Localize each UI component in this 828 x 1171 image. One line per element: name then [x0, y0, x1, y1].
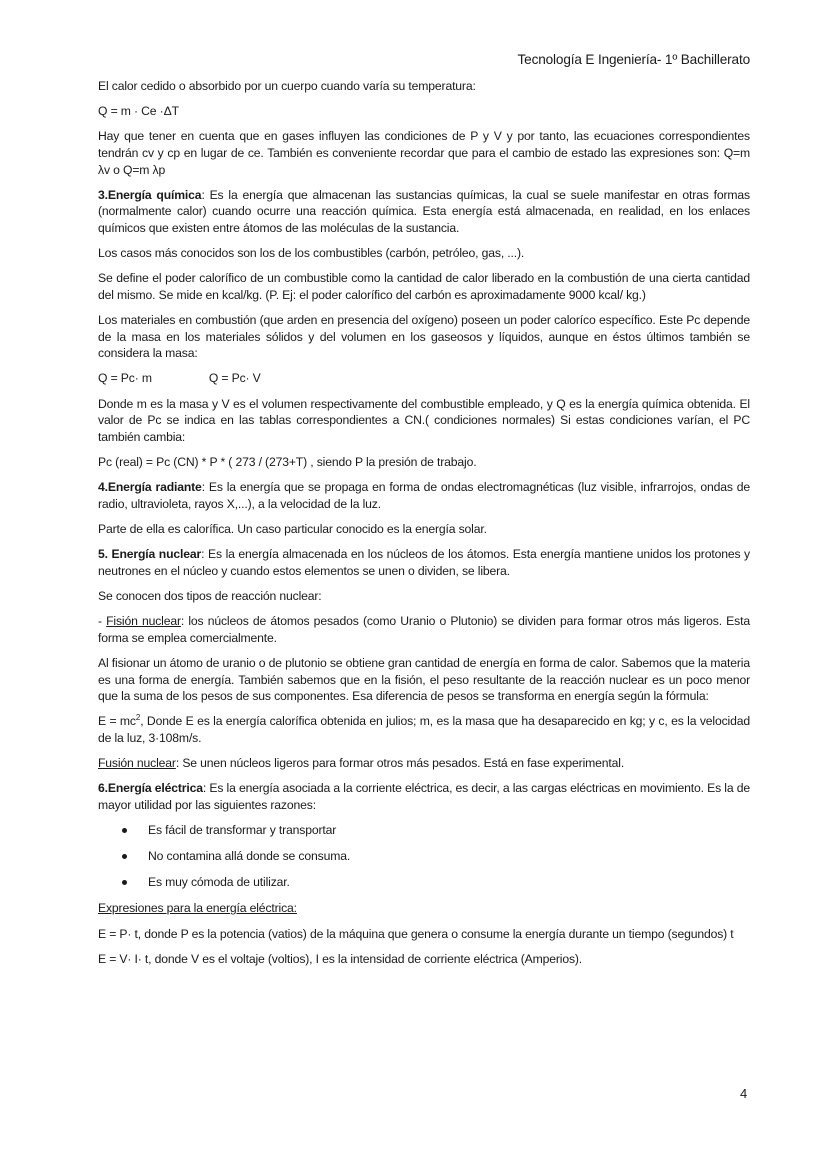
paragraph-heat-intro: El calor cedido o absorbido por un cuerpo cuando varía su temperatura: [98, 79, 476, 93]
list-item [98, 848, 750, 865]
list-item [98, 874, 750, 891]
paragraph-fusion [98, 755, 750, 772]
paragraph-materiales: Los materiales en combustión (que arden en presencia del oxígeno) poseen un poder caloríco específico. Este Pc depende de la masa en los materiales sólidos y del volumen en los gaseosos y líquidos, aunque en éstos últimos también se considera la masa: [98, 313, 750, 361]
formula-heat: Q = m · Ce ·ΔT [98, 104, 179, 119]
section-text: : Es la energía almacenada en los núcleos de los átomos. Esta energía mantiene unidos los protones y neutrones en el núcleo y cuando estos elementos se unen o dividen, se libera. [98, 547, 751, 578]
emc-exponent: 2 [135, 713, 141, 723]
bullet-icon [122, 854, 127, 859]
document-page [98, 50, 750, 976]
section-energia-quimica [98, 187, 750, 237]
formula-voltage: E = V· I· t, donde V es el voltaje (voltios), I es la intensidad de corriente eléctrica (Amperios). [98, 951, 583, 966]
fusion-label: Fusión nuclear [98, 756, 176, 771]
formula-pc [98, 370, 750, 387]
paragraph-poder-calorifico: Se define el poder calorífico de un combustible como la cantidad de calor liberado en la combustión de una cierta cantidad del mismo. Se mide en kcal/kg. (P. Ej: el poder calorífico del carbón es aproximadamente 9000 kcal/ kg.) [98, 271, 750, 302]
page-number: 4 [740, 1086, 748, 1101]
emc-text: , Donde E es la energía calorífica obtenida en julios; m, es la masa que ha desaparecido en kg; y c, es la velocidad de la luz, 3·108m/s. [98, 714, 750, 745]
section-energia-radiante [98, 479, 750, 512]
section-text: : Es la energía que se propaga en forma de ondas electromagnéticas (luz visible, infrarrojos, ondas de radio, ultravioleta, rayos X,...), a la velocidad de la luz. [98, 480, 750, 511]
paragraph-gases: Hay que tener en cuenta que en gases influyen las condiciones de P y V y por tanto, las ecuaciones correspondientes tendrán cv y cp en lugar de ce. También es conveniente recordar que para el cambio de estado las expresiones son: Q=m λv o Q=m λp [98, 129, 750, 177]
section-heading: 6.Energía eléctrica [98, 781, 203, 796]
list-item-text: Es fácil de transformar y transportar [148, 823, 337, 838]
section-text: : Es la energía que almacenan las sustancias químicas, la cual se suele manifestar en otras formas (normalmente calor) cuando ocurre una reacción química. Esta energía está almacenada, en realidad, en los enlaces químicos que existen entre átomos de las moléculas de la sustancia. [98, 187, 750, 235]
section-energia-electrica [98, 780, 750, 813]
bullet-list [98, 822, 750, 891]
bullet-icon [122, 828, 127, 833]
formula-power: E = P· t, donde P es la potencia (vatios) de la máquina que genera o consume la energía durante un tiempo (segundos) t [98, 926, 734, 941]
section-heading: 3.Energía química [98, 187, 202, 202]
page-header: Tecnología E Ingeniería- 1º Bachillerato [517, 52, 750, 67]
paragraph-solar: Parte de ella es calorífica. Un caso particular conocido es la energía solar. [98, 522, 487, 536]
fision-label: Fisión nuclear [106, 614, 181, 629]
paragraph-fision [98, 613, 750, 646]
formula-volume: Q = Pc· V [208, 371, 261, 386]
section-heading: 5. Energía nuclear [98, 547, 202, 562]
section-heading: 4.Energía radiante [98, 480, 202, 495]
dash: - [98, 614, 107, 629]
expresiones-heading: Expresiones para la energía eléctrica: [98, 901, 297, 916]
paragraph-tipos: Se conocen dos tipos de reacción nuclear: [98, 588, 322, 603]
list-item-text: No contamina allá donde se consuma. [148, 849, 351, 864]
formula-mass: Q = Pc· m [98, 371, 152, 386]
fusion-text: : Se unen núcleos ligeros para formar otros más pesados. Está en fase experimental. [175, 756, 625, 771]
fision-text: : los núcleos de átomos pesados (como Uranio o Plutonio) se dividen para formar otros más ligeros. Esta forma se emplea comercialmente. [98, 614, 750, 645]
bullet-icon [122, 880, 127, 885]
formula-emc [98, 713, 750, 746]
list-item [98, 822, 750, 839]
emc-prefix: E = mc [98, 714, 136, 729]
paragraph-fisionar: Al fisionar un átomo de uranio o de plutonio se obtiene gran cantidad de energía en forma de calor. Sabemos que la materia es una forma de energía. También sabemos que en la fisión, el peso resultante de la reacción nuclear es un poco menor que la suma de los pesos de sus componentes. Esa diferencia de pesos se transforma en energía según la fórmula: [98, 655, 750, 704]
paragraph-donde: Donde m es la masa y V es el volumen respectivamente del combustible empleado, y Q es la energía química obtenida. El valor de Pc se indica en las tablas correspondientes a CN.( condiciones normales) Si estas condiciones varían, el PC también cambia: [98, 396, 750, 444]
list-item-text: Es muy cómoda de utilizar. [148, 875, 290, 890]
section-energia-nuclear [98, 546, 750, 579]
section-text: : Es la energía asociada a la corriente eléctrica, es decir, a las cargas eléctricas en movimiento. Es la de mayor utilidad por las siguientes razones: [98, 781, 750, 812]
formula-pc-real: Pc (real) = Pc (CN) * P * ( 273 / (273+T) , siendo P la presión de trabajo. [98, 455, 477, 470]
paragraph-combustibles: Los casos más conocidos son los de los combustibles (carbón, petróleo, gas, ...). [98, 246, 525, 261]
